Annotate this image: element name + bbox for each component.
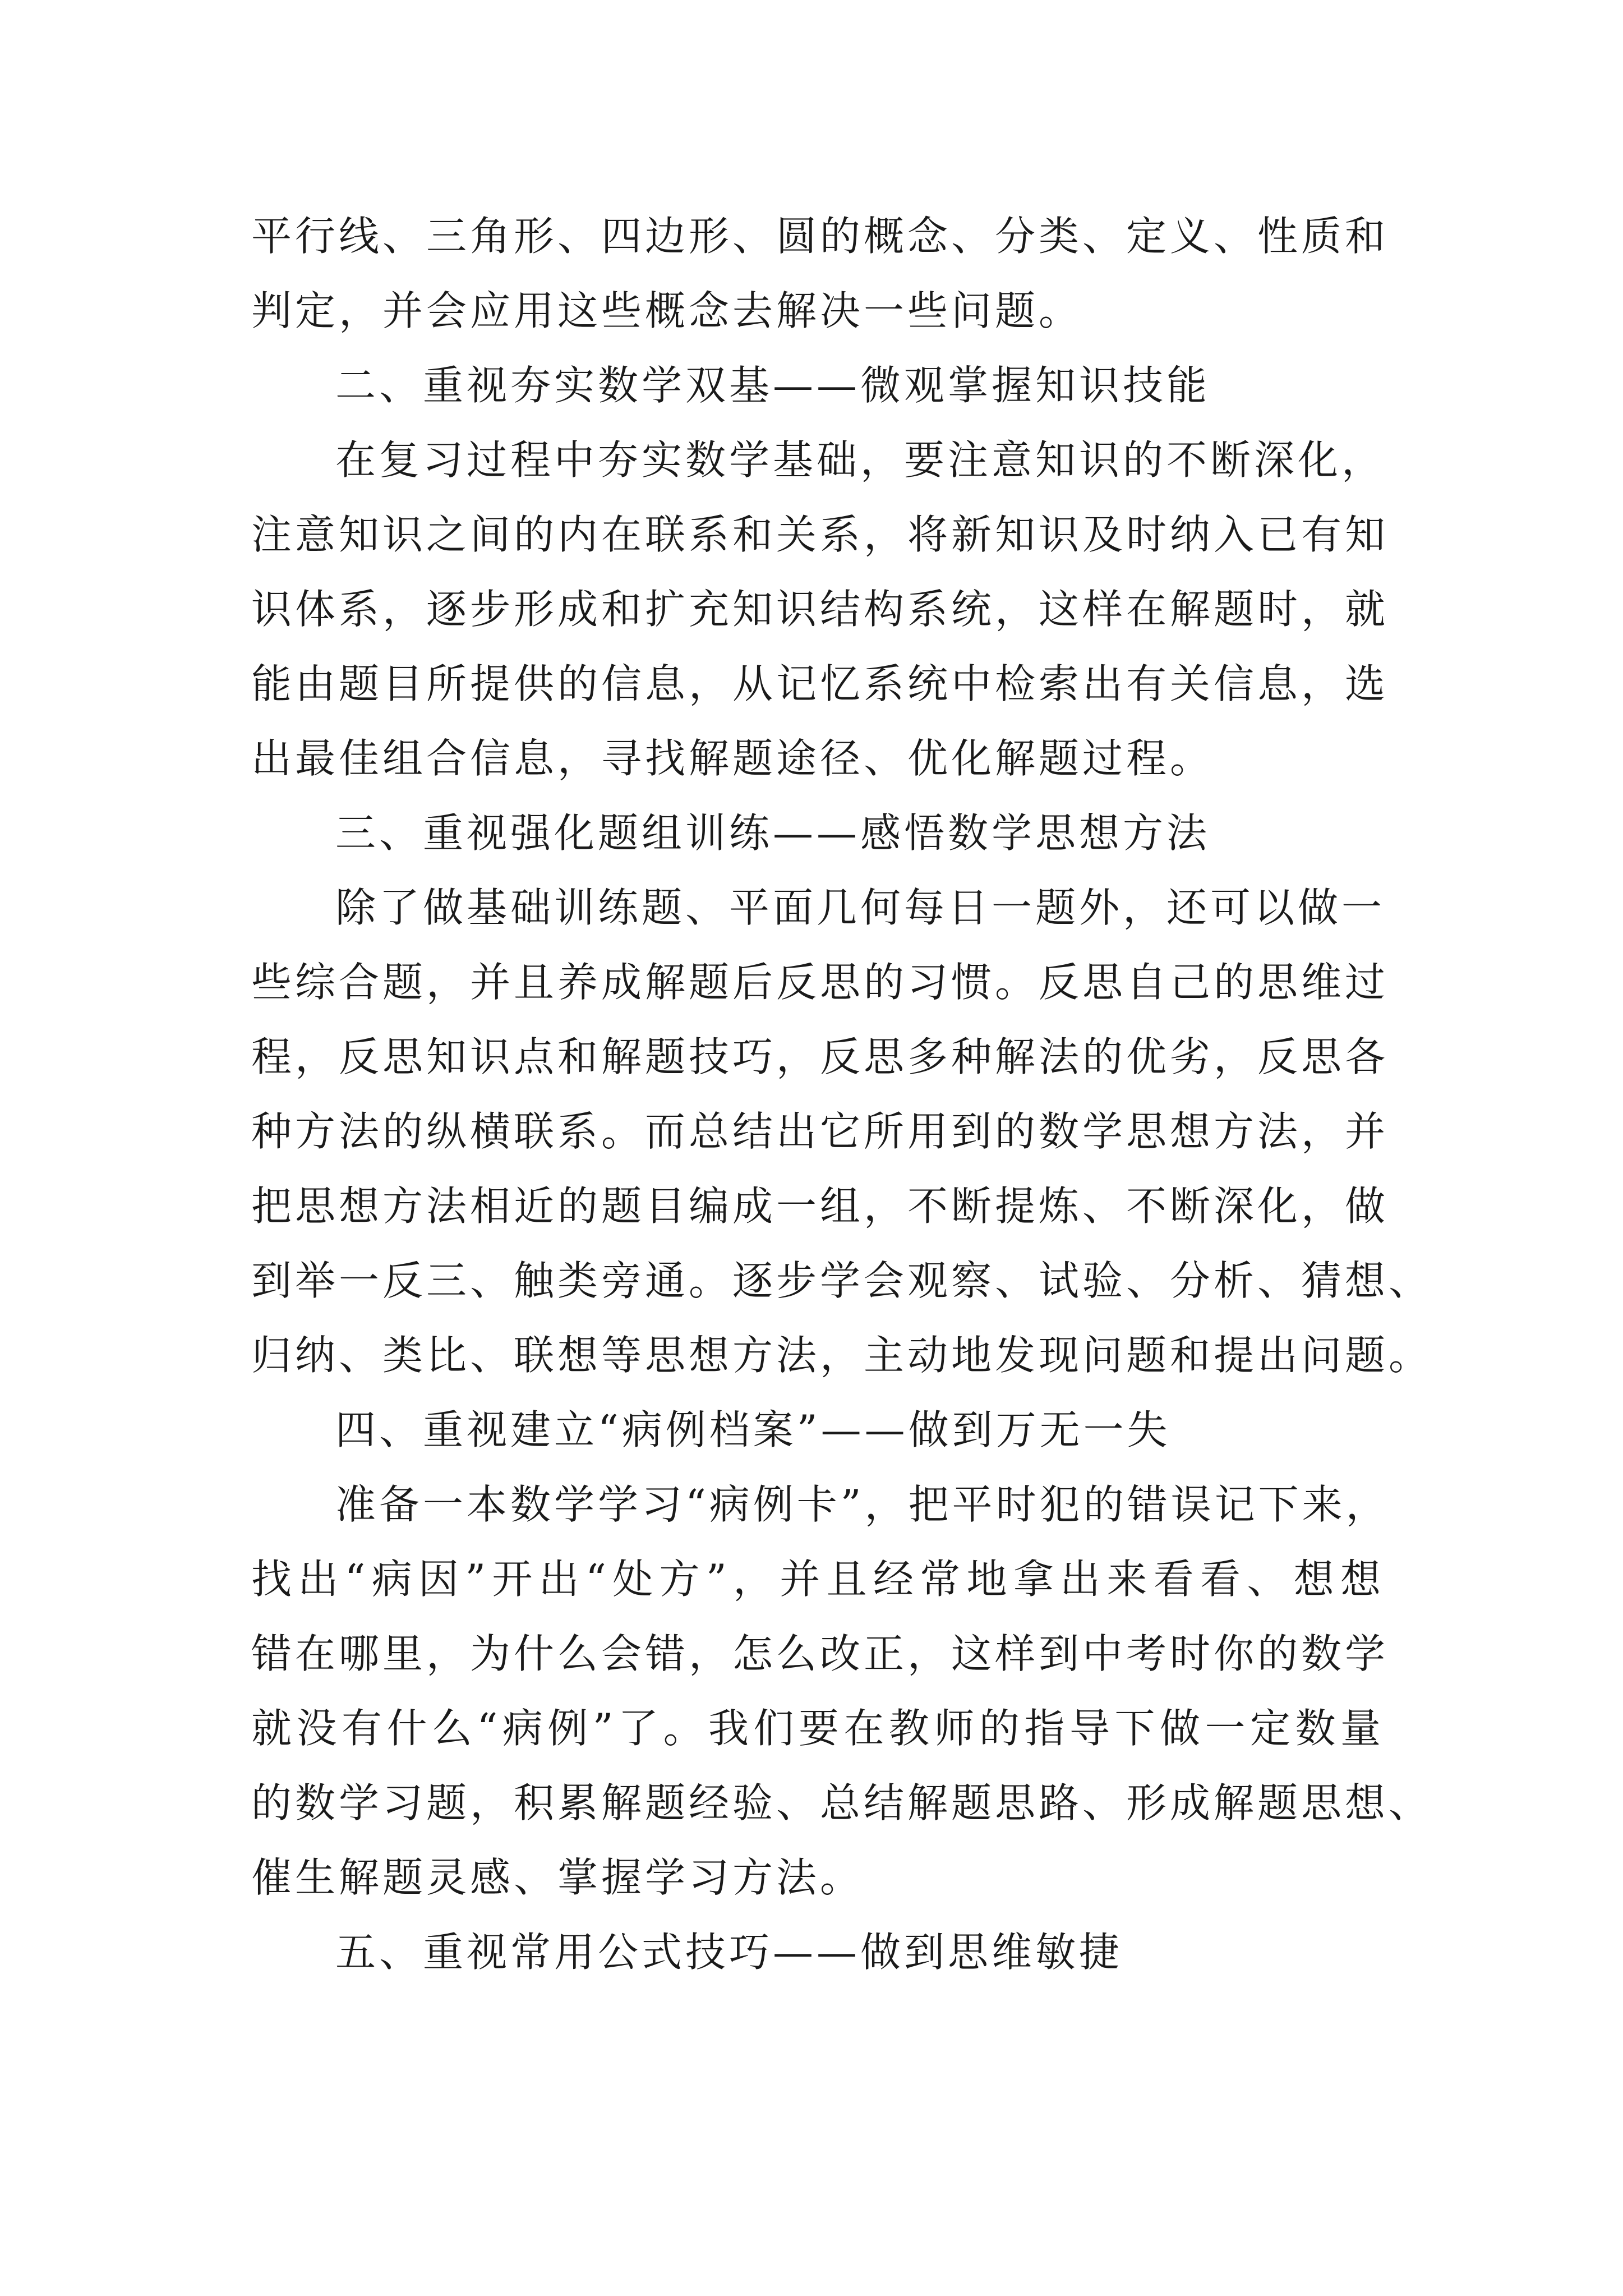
- text-line: 在复习过程中夯实数学基础，要注意知识的不断深化，: [335, 436, 1386, 484]
- text-line: 平行线、三角形、四边形、圆的概念、分类、定义、性质和: [251, 213, 1389, 260]
- text-line: 注意知识之间的内在联系和关系，将新知识及时纳入已有知: [251, 511, 1389, 558]
- text-line: 判定，并会应用这些概念去解决一些问题。: [251, 287, 1083, 334]
- text-line: 种方法的纵横联系。而总结出它所用到的数学思想方法，并: [251, 1108, 1389, 1155]
- text-line: 出最佳组合信息，寻找解题途径、优化解题过程。: [251, 735, 1214, 782]
- section-heading: 四、重视建立“病例档案”——做到万无一失: [335, 1406, 1171, 1453]
- text-line: 程，反思知识点和解题技巧，反思多种解法的优劣，反思各: [251, 1033, 1389, 1080]
- text-line: 到举一反三、触类旁通。逐步学会观察、试验、分析、猜想、: [251, 1257, 1433, 1304]
- text-line: 就没有什么“病例”了。我们要在教师的指导下做一定数量: [251, 1705, 1384, 1752]
- text-line: 识体系，逐步形成和扩充知识结构系统，这样在解题时，就: [251, 586, 1389, 633]
- text-line: 归纳、类比、联想等思想方法，主动地发现问题和提出问题。: [251, 1332, 1433, 1379]
- section-heading: 三、重视强化题组训练——感悟数学思想方法: [335, 809, 1211, 857]
- text-line: 些综合题，并且养成解题后反思的习惯。反思自己的思维过: [251, 959, 1389, 1006]
- text-line: 找出“病因”开出“处方”，并且经常地拿出来看看、想想: [251, 1556, 1384, 1603]
- text-line: 催生解题灵感、掌握学习方法。: [251, 1854, 864, 1901]
- text-line: 错在哪里，为什么会错，怎么改正，这样到中考时你的数学: [251, 1630, 1389, 1677]
- text-line: 能由题目所提供的信息，从记忆系统中检索出有关信息，选: [251, 660, 1389, 707]
- text-line: 除了做基础训练题、平面几何每日一题外，还可以做一: [335, 884, 1386, 931]
- body-text: [251, 199, 1433, 1990]
- text-line: 把思想方法相近的题目编成一组，不断提炼、不断深化，做: [251, 1182, 1389, 1230]
- text-line: 的数学习题，积累解题经验、总结解题思路、形成解题思想、: [251, 1779, 1433, 1826]
- section-heading: 五、重视常用公式技巧——做到思维敏捷: [335, 1929, 1123, 1976]
- text-line: 准备一本数学学习“病例卡”，把平时犯的错误记下来，: [335, 1481, 1390, 1528]
- section-heading: 二、重视夯实数学双基——微观掌握知识技能: [335, 362, 1211, 409]
